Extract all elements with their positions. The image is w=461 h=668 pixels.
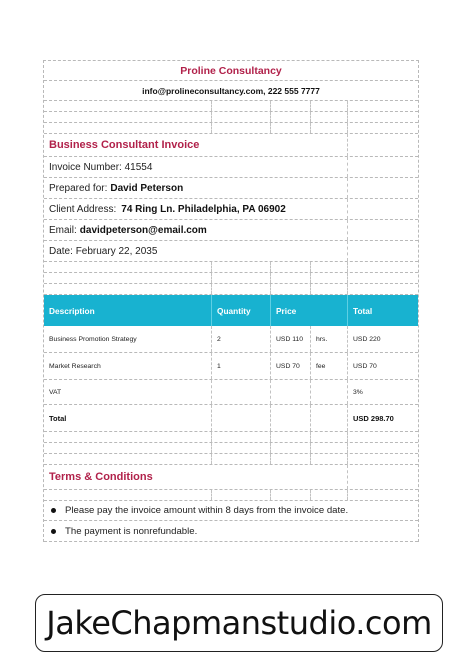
terms-title: Terms & Conditions: [49, 471, 153, 483]
table-header: [44, 295, 418, 326]
terms-item-text: Please pay the invoice amount within 8 days from the invoice date.: [65, 505, 349, 516]
row-unit: [316, 380, 343, 404]
spacer-row: [44, 273, 418, 284]
row-total: USD 70: [353, 362, 377, 370]
spacer-row: [44, 112, 418, 123]
total-row: [44, 405, 418, 432]
row-description: Business Promotion Strategy: [49, 335, 137, 343]
prepared-for-label: Prepared for:: [49, 182, 108, 194]
header-total: Total: [353, 305, 373, 316]
invoice-number-label: Invoice Number:: [49, 161, 122, 173]
invoice-title: Business Consultant Invoice: [49, 139, 200, 151]
invoice-title-row: [44, 134, 418, 157]
spacer-row: [44, 443, 418, 454]
table-row: [44, 380, 418, 405]
row-total: 3%: [353, 388, 363, 396]
row-unit: hrs.: [316, 335, 328, 343]
email-row: [44, 220, 418, 241]
company-contact: info@prolineconsultancy.com, 222 555 7777: [142, 85, 320, 96]
terms-item-text: The payment is nonrefundable.: [65, 525, 198, 537]
client-address-value: 74 Ring Ln. Philadelphia, PA 06902: [121, 203, 286, 215]
spacer-row: [44, 490, 418, 501]
row-price: USD 110: [276, 335, 304, 343]
row-price: USD 70: [276, 362, 300, 370]
prepared-for-value: David Peterson: [110, 182, 184, 194]
terms-title-row: [44, 465, 418, 490]
invoice-sheet: [43, 60, 419, 542]
date-value: February 22, 2035: [75, 245, 158, 257]
row-quantity: 2: [217, 335, 221, 343]
spacer-row: [44, 101, 418, 112]
row-unit: fee: [316, 362, 326, 370]
company-name: Proline Consultancy: [180, 64, 282, 77]
header-quantity: Quantity: [217, 305, 251, 316]
header-description: Description: [49, 305, 95, 316]
row-quantity: 1: [217, 362, 221, 370]
total-label: Total: [49, 413, 67, 423]
client-address-row: [44, 199, 418, 220]
row-quantity: [217, 380, 266, 404]
terms-item: [44, 501, 418, 521]
spacer-row: [44, 454, 418, 465]
total-value: USD 298.70: [353, 413, 394, 423]
bullet-icon: [51, 508, 56, 513]
contact-row: [44, 81, 418, 101]
terms-item: [44, 521, 418, 542]
watermark-box: [35, 594, 443, 652]
invoice-number-value: 41554: [124, 161, 153, 173]
header-price: Price: [276, 305, 297, 316]
spacer-row: [44, 262, 418, 273]
row-description: VAT: [49, 388, 62, 396]
row-total: USD 220: [353, 335, 381, 343]
spacer-row: [44, 284, 418, 295]
email-value: davidpeterson@email.com: [79, 224, 207, 236]
table-row: [44, 326, 418, 353]
row-price: [276, 380, 306, 404]
invoice-number-row: [44, 157, 418, 178]
email-label: Email:: [49, 224, 77, 236]
watermark-text: JakeChapmanstudio.com: [46, 604, 432, 642]
company-row: [44, 61, 418, 81]
client-address-label: Client Address:: [49, 203, 117, 215]
prepared-for-row: [44, 178, 418, 199]
bullet-icon: [51, 529, 56, 534]
date-row: [44, 241, 418, 262]
spacer-row: [44, 432, 418, 443]
spacer-row: [44, 123, 418, 134]
table-row: [44, 353, 418, 380]
date-label: Date:: [49, 245, 73, 257]
row-description: Market Research: [49, 362, 101, 370]
